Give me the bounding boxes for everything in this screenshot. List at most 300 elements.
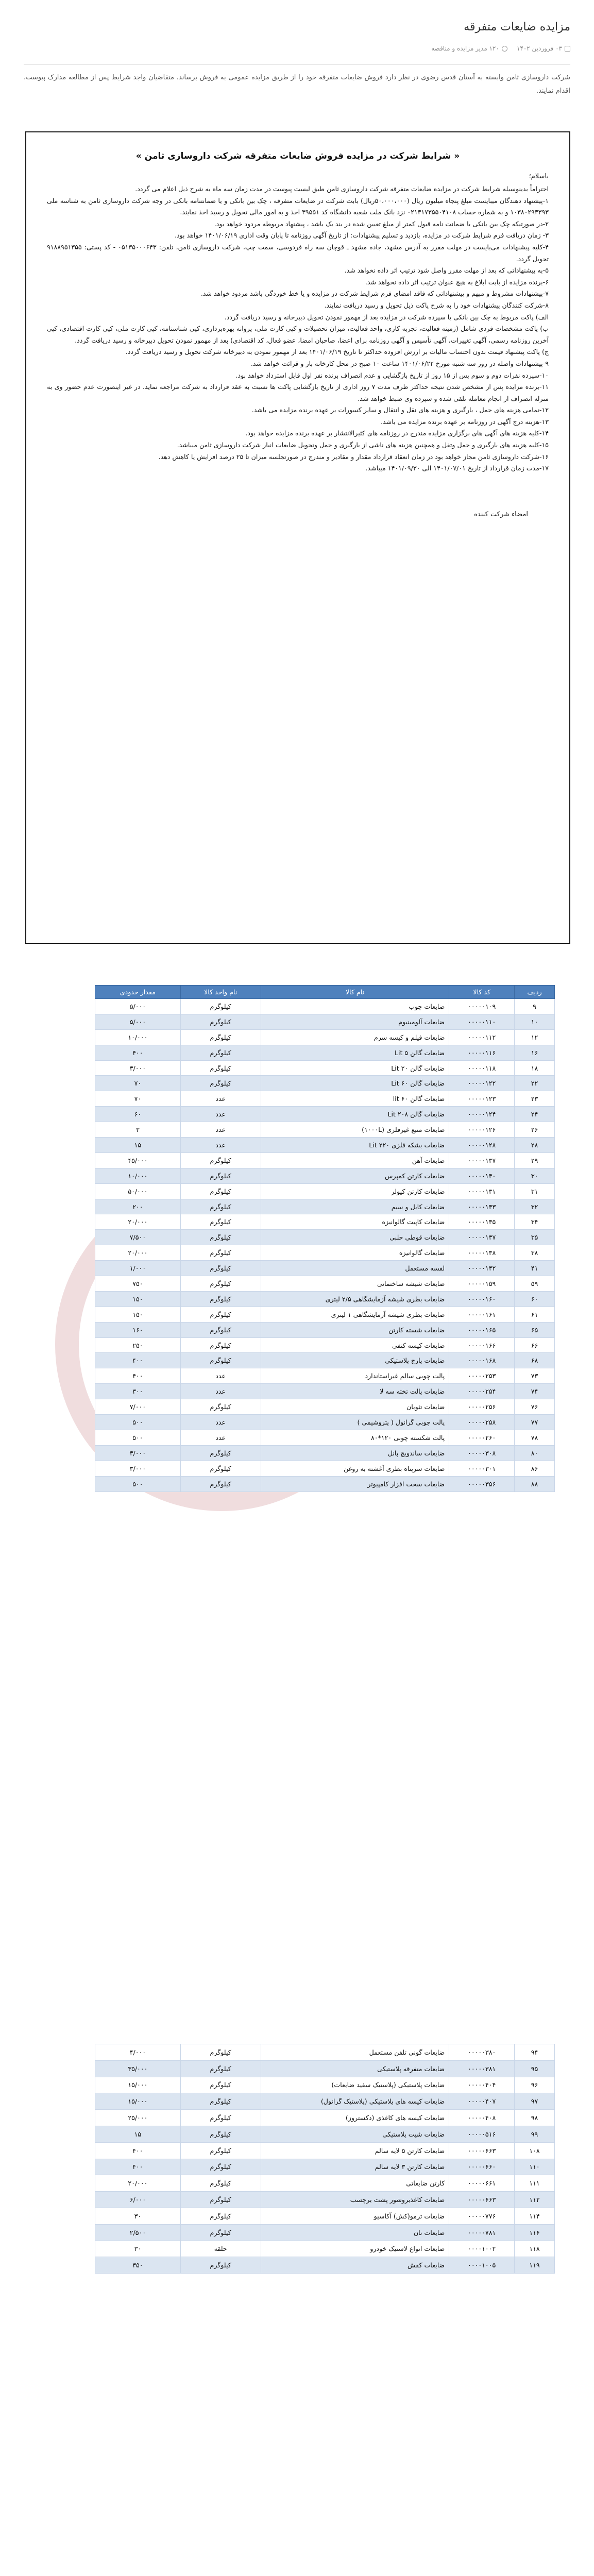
cell-code: ۰۰۰۰۰۳۰۸	[449, 1445, 515, 1461]
cell-name: پالت چوبی گرانول ( پتروشیمی )	[261, 1415, 449, 1430]
table-row	[95, 1445, 555, 1461]
cell-qty: ۱۵۰	[95, 1291, 181, 1307]
cell-unit: کیلوگرم	[180, 1291, 261, 1307]
cell-unit: کیلوگرم	[180, 1230, 261, 1245]
cell-qty: ۵۰۰	[95, 1415, 181, 1430]
table-row	[95, 999, 555, 1014]
col-name: نام کالا	[261, 986, 449, 999]
cell-row: ۳۵	[515, 1230, 555, 1245]
cell-code: ۰۰۰۰۱۰۰۲	[449, 2241, 515, 2257]
cell-unit: کیلوگرم	[180, 2192, 261, 2208]
cell-code: ۰۰۰۰۰۱۰۹	[449, 999, 515, 1014]
cell-qty: ۷۰	[95, 1091, 181, 1107]
post-meta	[24, 45, 570, 52]
cell-qty: ۷۰	[95, 1076, 181, 1091]
condition-paragraph: ۱۱-برنده مزایده پس از مشخص شدن نتیجه حداکثر ظرف مدت ۷ روز اداری از تاریخ بازگشایی پاکت ها نسبت به عقد قرارداد به شرکت مراجعه نماید. در غیر اینصورت عدم حضور وی به منزله انصراف از انجام معامله تلقی شده و سپرده وی ضبط خواهد شد.	[47, 383, 549, 402]
post-author-text[interactable]: ۱۲۰ مدیر مزایده و مناقصه	[431, 45, 499, 52]
col-row: ردیف	[515, 986, 555, 999]
cell-unit: کیلوگرم	[180, 1261, 261, 1276]
cell-unit: کیلوگرم	[180, 1307, 261, 1322]
cell-row: ۷۷	[515, 1415, 555, 1430]
cell-name: ضایعات قوطی حلبی	[261, 1230, 449, 1245]
cell-name: ضایعات آهن	[261, 1153, 449, 1168]
condition-paragraph: ۱۷-مدت زمان قرارداد از تاریخ ۱۴۰۱/۰۷/۰۱ الی ۱۴۰۱/۰۹/۳۰ میباشد.	[365, 464, 549, 472]
cell-qty: ۲۰/۰۰۰	[95, 2175, 181, 2192]
table-row	[95, 2241, 555, 2257]
cell-unit: کیلوگرم	[180, 1183, 261, 1199]
cell-row: ۶۶	[515, 1337, 555, 1353]
cell-code: ۰۰۰۰۰۳۰۱	[449, 1461, 515, 1476]
cell-name: کارتن ضایعاتی	[261, 2175, 449, 2192]
cell-name: ضایعات کاغذبروشور پشت برچسب	[261, 2192, 449, 2208]
cell-qty: ۳۵/۰۰۰	[95, 2060, 181, 2077]
cell-name: ضایعات گالن Lit ۶۰	[261, 1076, 449, 1091]
cell-code: ۰۰۰۰۰۱۳۱	[449, 1183, 515, 1199]
cell-qty: ۴۰۰	[95, 2142, 181, 2159]
table-row	[95, 2060, 555, 2077]
cell-qty: ۷/۰۰۰	[95, 1399, 181, 1415]
cell-qty: ۱۰/۰۰۰	[95, 1029, 181, 1045]
cell-name: پالت چوبی سالم غیراستاندارد	[261, 1368, 449, 1384]
cell-unit: کیلوگرم	[180, 1214, 261, 1230]
cell-name: ضایعات شیت پلاستیکی	[261, 2126, 449, 2142]
cell-unit: کیلوگرم	[180, 1322, 261, 1337]
cell-name: ضایعات منبع غیرفلزی (۱۰۰۰L)	[261, 1122, 449, 1138]
cell-code: ۰۰۰۰۰۶۶۳	[449, 2192, 515, 2208]
cell-row: ۲۹	[515, 1153, 555, 1168]
table-row	[95, 2093, 555, 2110]
cell-code: ۰۰۰۰۰۷۸۱	[449, 2224, 515, 2241]
cell-name: ضایعات گالن Lit ۲۰	[261, 1060, 449, 1076]
cell-unit: کیلوگرم	[180, 2142, 261, 2159]
cell-row: ۶۵	[515, 1322, 555, 1337]
cell-name: ضایعات تئوبان	[261, 1399, 449, 1415]
condition-paragraph: ۱۰-سپرده نفرات دوم و سوم پس از ۱۵ روز از تاریخ بازگشایی و عدم انصراف برنده نفر اول قابل استرداد خواهد بود.	[235, 371, 549, 379]
cell-unit: عدد	[180, 1430, 261, 1445]
cell-name: ضایعات کارتن ۵ لایه سالم	[261, 2142, 449, 2159]
cell-row: ۴۱	[515, 1261, 555, 1276]
items-table-1	[95, 985, 555, 1492]
cell-code: ۰۰۰۰۰۱۲۶	[449, 1122, 515, 1138]
cell-name: ضایعات ترمو(کش) آکاسیو	[261, 2208, 449, 2224]
table-row	[95, 1415, 555, 1430]
table-row	[95, 2192, 555, 2208]
table-header-row	[95, 986, 555, 999]
cell-qty: ۴۰۰	[95, 1045, 181, 1060]
cell-code: ۰۰۰۰۰۱۶۱	[449, 1307, 515, 1322]
cell-row: ۹۹	[515, 2126, 555, 2142]
cell-code: ۰۰۰۰۰۱۱۸	[449, 1060, 515, 1076]
cell-row: ۹۶	[515, 2077, 555, 2093]
cell-qty: ۵/۰۰۰	[95, 999, 181, 1014]
intro-text: شرکت داروسازی ثامن وابسته به آستان قدس رضوی در نظر دارد فروش ضایعات متفرقه خود را از طریق مزایده عمومی به فروش برساند. متقاضیان واجد شرایط پس از مطالعه مدارک پیوست، اقدام نمایند.	[24, 74, 570, 95]
cell-row: ۸۶	[515, 1461, 555, 1476]
cell-qty: ۴۰۰	[95, 2159, 181, 2175]
condition-paragraph: ۱۵-کلیه هزینه های بارگیری و حمل وتقل و همچنین هزینه های ناشی از بارگیری و حمل وتحویل ضایعات انبار شرکت داروسازی ثامن میباشد.	[177, 441, 549, 449]
cell-row: ۳۴	[515, 1214, 555, 1230]
cell-row: ۶۱	[515, 1307, 555, 1322]
cell-row: ۳۱	[515, 1183, 555, 1199]
table-row	[95, 2126, 555, 2142]
cell-qty: ۴/۰۰۰	[95, 2044, 181, 2061]
cell-qty: ۶/۰۰۰	[95, 2192, 181, 2208]
table-row	[95, 1291, 555, 1307]
cell-code: ۰۰۰۰۰۱۶۵	[449, 1322, 515, 1337]
col-qty: مقدار حدودی	[95, 986, 181, 999]
cell-row: ۱۲	[515, 1029, 555, 1045]
cell-unit: کیلوگرم	[180, 2077, 261, 2093]
cell-row: ۷۳	[515, 1368, 555, 1384]
cell-unit: کیلوگرم	[180, 1399, 261, 1415]
cell-code: ۰۰۰۰۰۱۳۵	[449, 1214, 515, 1230]
cell-name: پالت شکسته چوبی ۱۲۰*۸۰	[261, 1430, 449, 1445]
table-row	[95, 1337, 555, 1353]
condition-paragraph: ۱۶-شرکت داروسازی ثامن مجاز خواهد بود در زمان انعقاد قرارداد مقدار و مقادیر و مندرج در صورتجلسه میزان تا ۲۵ درصد افزایش یا کاهش دهد.	[158, 452, 549, 461]
cell-unit: کیلوگرم	[180, 1029, 261, 1045]
condition-paragraph: ۴-کلیه پیشنهادات می‌بایست در مهلت مقرر به آدرس مشهد، جاده مشهد ـ قوچان سه راه فردوسی، سمت چپ، شرکت داروسازی ثامن، تلفن: ۰۵۱۳۵۰۰۰۶۴۳ - کد پستی: ۹۱۸۸۹۵۱۳۵۵ تحویل گردد.	[47, 243, 549, 263]
table-row	[95, 1230, 555, 1245]
cell-qty: ۱۵	[95, 1138, 181, 1153]
cell-name: ضایعات آلومینیوم	[261, 1014, 449, 1029]
post-date	[517, 45, 570, 52]
table-row	[95, 1014, 555, 1029]
cell-name: ضایعات نان	[261, 2224, 449, 2241]
cell-qty: ۲۰/۰۰۰	[95, 1245, 181, 1261]
cell-row: ۱۰۸	[515, 2142, 555, 2159]
cell-qty: ۳۰۰	[95, 1384, 181, 1399]
cell-code: ۰۰۰۰۰۱۳۳	[449, 1199, 515, 1214]
cell-row: ۲۸	[515, 1138, 555, 1153]
cell-unit: عدد	[180, 1384, 261, 1399]
cell-code: ۰۰۰۰۱۰۰۵	[449, 2257, 515, 2274]
cell-row: ۱۰	[515, 1014, 555, 1029]
table-row	[95, 1199, 555, 1214]
cell-code: ۰۰۰۰۰۲۶۰	[449, 1430, 515, 1445]
greeting: باسلام؛	[529, 173, 549, 180]
cell-unit: کیلوگرم	[180, 2257, 261, 2274]
table-row	[95, 2175, 555, 2192]
cell-name: ضایعات شیشه ساختمانی	[261, 1276, 449, 1292]
table-row	[95, 1153, 555, 1168]
cell-name: ضایعات کاپیت گالوانیزه	[261, 1214, 449, 1230]
cell-name: لفسه مستعمل	[261, 1261, 449, 1276]
table-row	[95, 1107, 555, 1122]
cell-name: ضایعات کارتن کیولر	[261, 1183, 449, 1199]
cell-code: ۰۰۰۰۰۱۶۸	[449, 1353, 515, 1368]
col-code: کد کالا	[449, 986, 515, 999]
cell-qty: ۲۵۰	[95, 1337, 181, 1353]
cell-qty: ۱۵۰	[95, 1307, 181, 1322]
cell-qty: ۱۶۰	[95, 1322, 181, 1337]
table-row	[95, 1045, 555, 1060]
cell-code: ۰۰۰۰۰۴۰۸	[449, 2110, 515, 2126]
cell-name: ضایعات کیسه های کاغذی (دکستروز)	[261, 2110, 449, 2126]
post-header	[0, 0, 594, 77]
cell-unit: کیلوگرم	[180, 2044, 261, 2061]
table-row	[95, 1245, 555, 1261]
cell-name: ضایعات شسته کارتن	[261, 1322, 449, 1337]
cell-name: ضایعات ساندویچ پانل	[261, 1445, 449, 1461]
cell-code: ۰۰۰۰۰۶۶۱	[449, 2175, 515, 2192]
cell-qty: ۱۰/۰۰۰	[95, 1168, 181, 1183]
cell-code: ۰۰۰۰۰۶۶۳	[449, 2142, 515, 2159]
cell-row: ۹۵	[515, 2060, 555, 2077]
cell-unit: کیلوگرم	[180, 2224, 261, 2241]
cell-row: ۲۶	[515, 1122, 555, 1138]
cell-name: ضایعات چوب	[261, 999, 449, 1014]
table-row	[95, 2077, 555, 2093]
cell-row: ۷۸	[515, 1430, 555, 1445]
col-unit: نام واحد کالا	[180, 986, 261, 999]
cell-qty: ۴۰۰	[95, 1353, 181, 1368]
table-row	[95, 2044, 555, 2061]
page-title: مزایده ضایعات متفرقه	[464, 21, 570, 33]
table-row	[95, 1353, 555, 1368]
cell-name: ضایعات پالت تخته سه لا	[261, 1384, 449, 1399]
table-row	[95, 2159, 555, 2175]
cell-unit: کیلوگرم	[180, 1199, 261, 1214]
cell-unit: کیلوگرم	[180, 2093, 261, 2110]
header-divider	[24, 64, 570, 65]
cell-unit: کیلوگرم	[180, 1045, 261, 1060]
cell-code: ۰۰۰۰۰۱۶۰	[449, 1291, 515, 1307]
cell-qty: ۶۰	[95, 1107, 181, 1122]
cell-code: ۰۰۰۰۰۲۵۸	[449, 1415, 515, 1430]
cell-name: ضایعات سرپناه بطری آغشته به روغن	[261, 1461, 449, 1476]
cell-name: ضایعات گالن lit ۶۰	[261, 1091, 449, 1107]
cell-code: ۰۰۰۰۰۱۶۶	[449, 1337, 515, 1353]
cell-unit: کیلوگرم	[180, 2208, 261, 2224]
cell-qty: ۱/۰۰۰	[95, 1261, 181, 1276]
cell-code: ۰۰۰۰۰۱۲۸	[449, 1138, 515, 1153]
cell-row: ۷۶	[515, 1399, 555, 1415]
table-row	[95, 2208, 555, 2224]
cell-code: ۰۰۰۰۰۱۳۷	[449, 1230, 515, 1245]
cell-unit: عدد	[180, 1138, 261, 1153]
cell-unit: کیلوگرم	[180, 2126, 261, 2142]
cell-qty: ۳۰	[95, 2208, 181, 2224]
cell-row: ۱۱۴	[515, 2208, 555, 2224]
condition-paragraph: احتراماً بدینوسیله شرایط شرکت در مزایده ضایعات متفرقه شرکت داروسازی ثامن طبق لیست پیوست در مدت زمان سه ماه به شرح ذیل اعلام می گردد.	[135, 185, 549, 193]
cell-row: ۳۰	[515, 1168, 555, 1183]
cell-code: ۰۰۰۰۰۳۸۱	[449, 2060, 515, 2077]
cell-row: ۳۲	[515, 1199, 555, 1214]
auction-conditions	[25, 131, 570, 944]
cell-unit: کیلوگرم	[180, 2060, 261, 2077]
condition-paragraph: الف) پاکت مربوط به چک بین بانکی یا سپرده شرکت در مزایده بعد از مهمور نمودن تحویل دبیرخانه و رسید دریافت گردد.	[224, 313, 549, 321]
cell-code: ۰۰۰۰۰۲۵۶	[449, 1399, 515, 1415]
cell-qty: ۳/۰۰۰	[95, 1445, 181, 1461]
cell-name: ضایعات بشکه فلزی Lit ۲۲۰	[261, 1138, 449, 1153]
cell-name: ضایعات پلاستیکی (پلاستیک سفید ضایعات)	[261, 2077, 449, 2093]
post-author[interactable]	[431, 45, 507, 52]
cell-name: ضایعات سخت افزار کامپیوتر	[261, 1476, 449, 1492]
cell-qty: ۷/۵۰۰	[95, 1230, 181, 1245]
cell-unit: کیلوگرم	[180, 1276, 261, 1292]
cell-name: ضایعات کابل و سیم	[261, 1199, 449, 1214]
user-icon	[502, 46, 507, 52]
table-row	[95, 1476, 555, 1492]
cell-qty: ۵/۰۰۰	[95, 1014, 181, 1029]
condition-paragraph: ب) پاکت مشخصات فردی شامل (زمینه فعالیت، تجربه کاری، واحد فعالیت، میزان تحصیلات و کپی کارت ملی، پروانه بهره‌برداری، کپی شناسنامه، کپی کارت ملی، کپی کارت اقتصادی، کپی آخرین روزنامه رسمی، آگهی تغییرات، آگهی تأسیس و آگهی روزنامه برای اعضا، صاحبان امضا، عضو فعال، کد اقتصادی) بعد از مهمور نمودن تحویل دبیرخانه و رسید دریافت گردد.	[47, 325, 549, 344]
table-row	[95, 1060, 555, 1076]
condition-paragraph: ۶-برنده مزایده از بابت ابلاغ به هیچ عنوان ترتیب اثر داده نخواهد شد.	[365, 278, 549, 286]
cell-qty: ۴۵/۰۰۰	[95, 1153, 181, 1168]
cell-name: ضایعات انواع لاستیک خودرو	[261, 2241, 449, 2257]
cell-row: ۸۸	[515, 1476, 555, 1492]
cell-qty: ۳/۰۰۰	[95, 1461, 181, 1476]
cell-unit: کیلوگرم	[180, 1476, 261, 1492]
condition-paragraph: ۱-پیشنهاد دهندگان میبایست مبلغ پنجاه میلیون ریال (۵۰،۰۰۰،۰۰۰ریال) بابت شرکت در ضایعات متفرقه ، چک بین بانکی و یا ضمانتنامه بانکی در وجه شرکت داروسازی ثامن به شناسه ملی ۱۰۳۸۰۲۹۳۳۹۳ و به شماره حساب ۰۲۱۳۱۷۳۵۵۰۴۱۰۸ نزد بانک ملت شعبه دانشگاه کد ۳۹۵۵۱ اخذ و به امور مالی تحویل و رسید اخذ نمایند.	[47, 196, 549, 216]
cell-unit: کیلوگرم	[180, 1168, 261, 1183]
cell-qty: ۱۵/۰۰۰	[95, 2077, 181, 2093]
cell-code: ۰۰۰۰۰۴۰۴	[449, 2077, 515, 2093]
cell-row: ۹۴	[515, 2044, 555, 2061]
cell-row: ۱۸	[515, 1060, 555, 1076]
cell-name: ضایعات کیسه های پلاستیکی (پلاستیک گرانول)	[261, 2093, 449, 2110]
cell-qty: ۳۰	[95, 2241, 181, 2257]
cell-unit: عدد	[180, 1107, 261, 1122]
cell-row: ۱۱۱	[515, 2175, 555, 2192]
table-row	[95, 1261, 555, 1276]
cell-qty: ۵۰/۰۰۰	[95, 1183, 181, 1199]
cell-code: ۰۰۰۰۰۳۸۰	[449, 2044, 515, 2061]
cell-row: ۱۱۲	[515, 2192, 555, 2208]
cell-qty: ۳۵۰	[95, 2257, 181, 2274]
cell-unit: کیلوگرم	[180, 1076, 261, 1091]
cell-row: ۱۱۸	[515, 2241, 555, 2257]
table-row	[95, 1368, 555, 1384]
cell-code: ۰۰۰۰۰۱۱۲	[449, 1029, 515, 1045]
cell-row: ۱۶	[515, 1045, 555, 1060]
conditions-body	[47, 183, 549, 474]
table-row	[95, 2224, 555, 2241]
cell-name: ضایعات پارچ پلاستیکی	[261, 1353, 449, 1368]
cell-name: ضایعات کفش	[261, 2257, 449, 2274]
cell-unit: حلقه	[180, 2241, 261, 2257]
condition-paragraph: ۸-شرکت کنندگان پیشنهادات خود را به شرح پاکت ذیل تحویل و رسید دریافت نمایند.	[324, 301, 549, 309]
post-date-text: ۰۳ فروردین ۱۴۰۲	[516, 45, 562, 52]
cell-code: ۰۰۰۰۰۱۱۰	[449, 1014, 515, 1029]
cell-row: ۹۸	[515, 2110, 555, 2126]
cell-unit: کیلوگرم	[180, 1461, 261, 1476]
cell-row: ۸۰	[515, 1445, 555, 1461]
cell-code: ۰۰۰۰۰۴۰۷	[449, 2093, 515, 2110]
cell-code: ۰۰۰۰۰۵۱۶	[449, 2126, 515, 2142]
table-row	[95, 2257, 555, 2274]
cell-name: ضایعات بطری شیشه آزمایشگاهی ۱ لیتری	[261, 1307, 449, 1322]
condition-paragraph: ۱۳-هزینه درج آگهی در روزنامه بر عهده برنده مزایده می باشد.	[381, 417, 549, 426]
cell-row: ۳۸	[515, 1245, 555, 1261]
cell-row: ۵۹	[515, 1276, 555, 1292]
table-row	[95, 1307, 555, 1322]
cell-name: ضایعات گالن Lit ۵	[261, 1045, 449, 1060]
table-row	[95, 2110, 555, 2126]
table-row	[95, 1029, 555, 1045]
cell-qty: ۴۰۰	[95, 1368, 181, 1384]
cell-unit: کیلوگرم	[180, 1245, 261, 1261]
cell-name: ضایعات متفرقه پلاستیکی	[261, 2060, 449, 2077]
table-row	[95, 1138, 555, 1153]
cell-unit: عدد	[180, 1368, 261, 1384]
cell-row: ۲۴	[515, 1107, 555, 1122]
table-row	[95, 1430, 555, 1445]
condition-paragraph: ۳- زمان دریافت فرم شرایط شرکت در مزایده، بازدید و تسلیم پیشنهادات: از تاریخ آگهی روزنامه تا پایان وقت اداری ۱۴۰۱/۰۶/۱۹ خواهد بود.	[174, 231, 549, 240]
table-row	[95, 1214, 555, 1230]
cell-code: ۰۰۰۰۰۲۵۳	[449, 1368, 515, 1384]
cell-code: ۰۰۰۰۰۶۶۰	[449, 2159, 515, 2175]
cell-name: ضایعات گالن Lit ۲۰۸	[261, 1107, 449, 1122]
table-row	[95, 1322, 555, 1337]
cell-unit: عدد	[180, 1415, 261, 1430]
cell-code: ۰۰۰۰۰۷۷۶	[449, 2208, 515, 2224]
conditions-title: « شرایط شرکت در مزایده فروش ضایعات متفرقه شرکت داروسازی ثامن »	[135, 151, 460, 161]
cell-qty: ۳	[95, 1122, 181, 1138]
table-row	[95, 1399, 555, 1415]
condition-paragraph: ۹-پیشنهادات واصله در روز سه شنبه مورخ ۱۴۰۱/۰۶/۲۲ ساعت ۱۰ صبح در محل کارخانه باز و قرائت خواهد شد.	[250, 359, 549, 367]
cell-name: ضایعات فیلم و کیسه سرم	[261, 1029, 449, 1045]
table-row	[95, 1276, 555, 1292]
signature-label: امضاء شرکت کننده	[474, 510, 528, 518]
cell-unit: کیلوگرم	[180, 2110, 261, 2126]
cell-code: ۰۰۰۰۰۱۲۳	[449, 1091, 515, 1107]
cell-name: ضایعات کارتن ۳ لایه سالم	[261, 2159, 449, 2175]
cell-row: ۶۸	[515, 1353, 555, 1368]
table-row	[95, 1122, 555, 1138]
condition-paragraph: ۲-در صورتیکه چک بین بانکی یا ضمانت نامه قبول کمتر از مبلغ تعیین شده در بند یک باشد ، پیشنهاد مربوطه مردود خواهد بود.	[214, 219, 549, 228]
cell-unit: عدد	[180, 1122, 261, 1138]
cell-unit: کیلوگرم	[180, 999, 261, 1014]
items-table-2	[95, 2044, 555, 2274]
cell-row: ۲۲	[515, 1076, 555, 1091]
cell-code: ۰۰۰۰۰۱۱۶	[449, 1045, 515, 1060]
condition-paragraph: ۷-پیشنهادات مشروط و مبهم و پیشنهاداتی که فاقد امضای فرم شرایط شرکت در مزایده و یا خط خوردگی باشد مردود خواهد شد.	[200, 290, 549, 298]
cell-unit: کیلوگرم	[180, 2159, 261, 2175]
cell-unit: عدد	[180, 1091, 261, 1107]
cell-row: ۱۱۶	[515, 2224, 555, 2241]
cell-unit: کیلوگرم	[180, 1014, 261, 1029]
cell-qty: ۵۰۰	[95, 1476, 181, 1492]
cell-qty: ۷۵۰	[95, 1276, 181, 1292]
table-row	[95, 1091, 555, 1107]
calendar-icon	[565, 46, 570, 52]
cell-code: ۰۰۰۰۰۱۴۲	[449, 1261, 515, 1276]
cell-unit: کیلوگرم	[180, 1353, 261, 1368]
cell-qty: ۲/۵۰۰	[95, 2224, 181, 2241]
cell-code: ۰۰۰۰۰۳۵۶	[449, 1476, 515, 1492]
cell-code: ۰۰۰۰۰۱۲۴	[449, 1107, 515, 1122]
cell-row: ۹۷	[515, 2093, 555, 2110]
cell-qty: ۲۵/۰۰۰	[95, 2110, 181, 2126]
cell-unit: کیلوگرم	[180, 1153, 261, 1168]
cell-unit: کیلوگرم	[180, 1445, 261, 1461]
cell-qty: ۲۰۰	[95, 1199, 181, 1214]
cell-qty: ۵۰۰	[95, 1430, 181, 1445]
table-row	[95, 1168, 555, 1183]
cell-code: ۰۰۰۰۰۲۵۴	[449, 1384, 515, 1399]
table-row	[95, 1461, 555, 1476]
cell-name: ضایعات بطری شیشه آزمایشگاهی ۲/۵ لیتری	[261, 1291, 449, 1307]
cell-name: ضایعات گالوانیزه	[261, 1245, 449, 1261]
cell-code: ۰۰۰۰۰۱۳۷	[449, 1153, 515, 1168]
condition-paragraph: ج) پاکت پیشنهاد قیمت بدون احتساب مالیات بر ارزش افزوده حداکثر تا تاریخ ۱۴۰۱/۰۶/۱۹ بعد از مهمور نمودن به دبیرخانه شرکت تحویل و رسید دریافت گردد.	[125, 348, 549, 356]
cell-row: ۶۰	[515, 1291, 555, 1307]
condition-paragraph: ۵-به پیشنهاداتی که بعد از مهلت مقرر واصل شود ترتیب اثر داده نخواهد شد.	[344, 266, 549, 275]
table-row	[95, 2142, 555, 2159]
cell-qty: ۱۵/۰۰۰	[95, 2093, 181, 2110]
cell-unit: کیلوگرم	[180, 2175, 261, 2192]
condition-paragraph: ۱۲-تمامی هزینه های حمل ، بارگیری و هزینه های نقل و انتقال و سایر کسورات بر عهده برنده مزایده می باشد.	[251, 406, 549, 414]
